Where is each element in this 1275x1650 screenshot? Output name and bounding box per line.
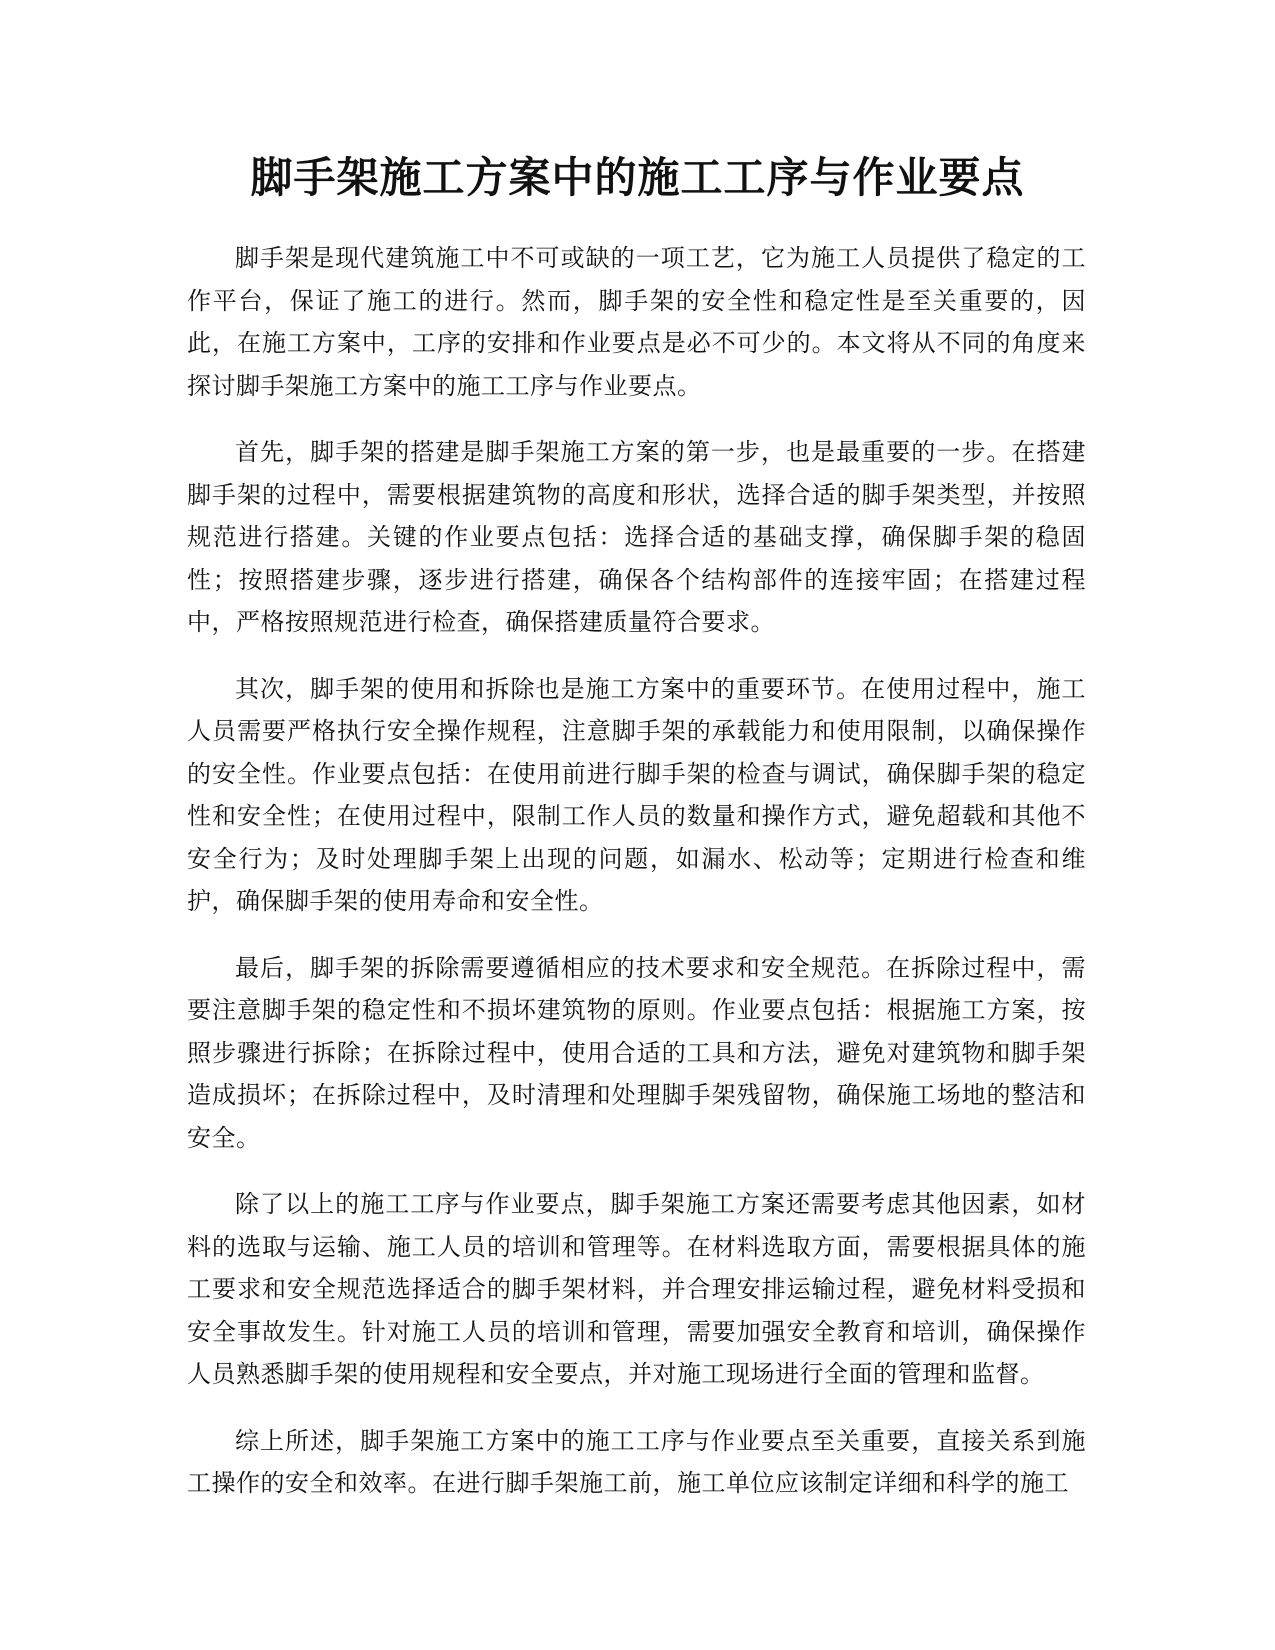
document-body [187, 237, 1086, 1529]
paragraph-conclusion: 综上所述，脚手架施工方案中的施工工序与作业要点至关重要，直接关系到施工操作的安全和效率。在进行脚手架施工前，施工单位应该制定详细和科学的施工 [187, 1426, 1086, 1497]
paragraph-intro: 脚手架是现代建筑施工中不可或缺的一项工艺，它为施工人员提供了稳定的工作平台，保证了施工的进行。然而，脚手架的安全性和稳定性是至关重要的，因此，在施工方案中，工序的安排和作业要点是必不可少的。本文将从不同的角度来探讨脚手架施工方案中的施工工序与作业要点。 [187, 244, 1086, 400]
page-title: 脚手架施工方案中的施工工序与作业要点 [250, 153, 1025, 202]
paragraph-dismantling: 最后，脚手架的拆除需要遵循相应的技术要求和安全规范。在拆除过程中，需要注意脚手架的稳定性和不损坏建筑物的原则。作业要点包括：根据施工方案，按照步骤进行拆除；在拆除过程中，使用合适的工具和方法，避免对建筑物和脚手架造成损坏；在拆除过程中，及时清理和处理脚手架残留物，确保施工场地的整洁和安全。 [187, 953, 1086, 1152]
paragraph-other-factors: 除了以上的施工工序与作业要点，脚手架施工方案还需要考虑其他因素，如材料的选取与运输、施工人员的培训和管理等。在材料选取方面，需要根据具体的施工要求和安全规范选择适合的脚手架材料，并合理安排运输过程，避免材料受损和安全事故发生。针对施工人员的培训和管理，需要加强安全教育和培训，确保操作人员熟悉脚手架的使用规程和安全要点，并对施工现场进行全面的管理和监督。 [187, 1190, 1086, 1388]
paragraph-erection: 首先，脚手架的搭建是脚手架施工方案的第一步，也是最重要的一步。在搭建脚手架的过程中，需要根据建筑物的高度和形状，选择合适的脚手架类型，并按照规范进行搭建。关键的作业要点包括：选择合适的基础支撑，确保脚手架的稳固性；按照搭建步骤，逐步进行搭建，确保各个结构部件的连接牢固；在搭建过程中，严格按照规范进行检查，确保搭建质量符合要求。 [187, 438, 1086, 636]
paragraph-usage: 其次，脚手架的使用和拆除也是施工方案中的重要环节。在使用过程中，施工人员需要严格执行安全操作规程，注意脚手架的承载能力和使用限制，以确保操作的安全性。作业要点包括：在使用前进行脚手架的检查与调试，确保脚手架的稳定性和安全性；在使用过程中，限制工作人员的数量和操作方式，避免超载和其他不安全行为；及时处理脚手架上出现的问题，如漏水、松动等；定期进行检查和维护，确保脚手架的使用寿命和安全性。 [187, 674, 1086, 915]
